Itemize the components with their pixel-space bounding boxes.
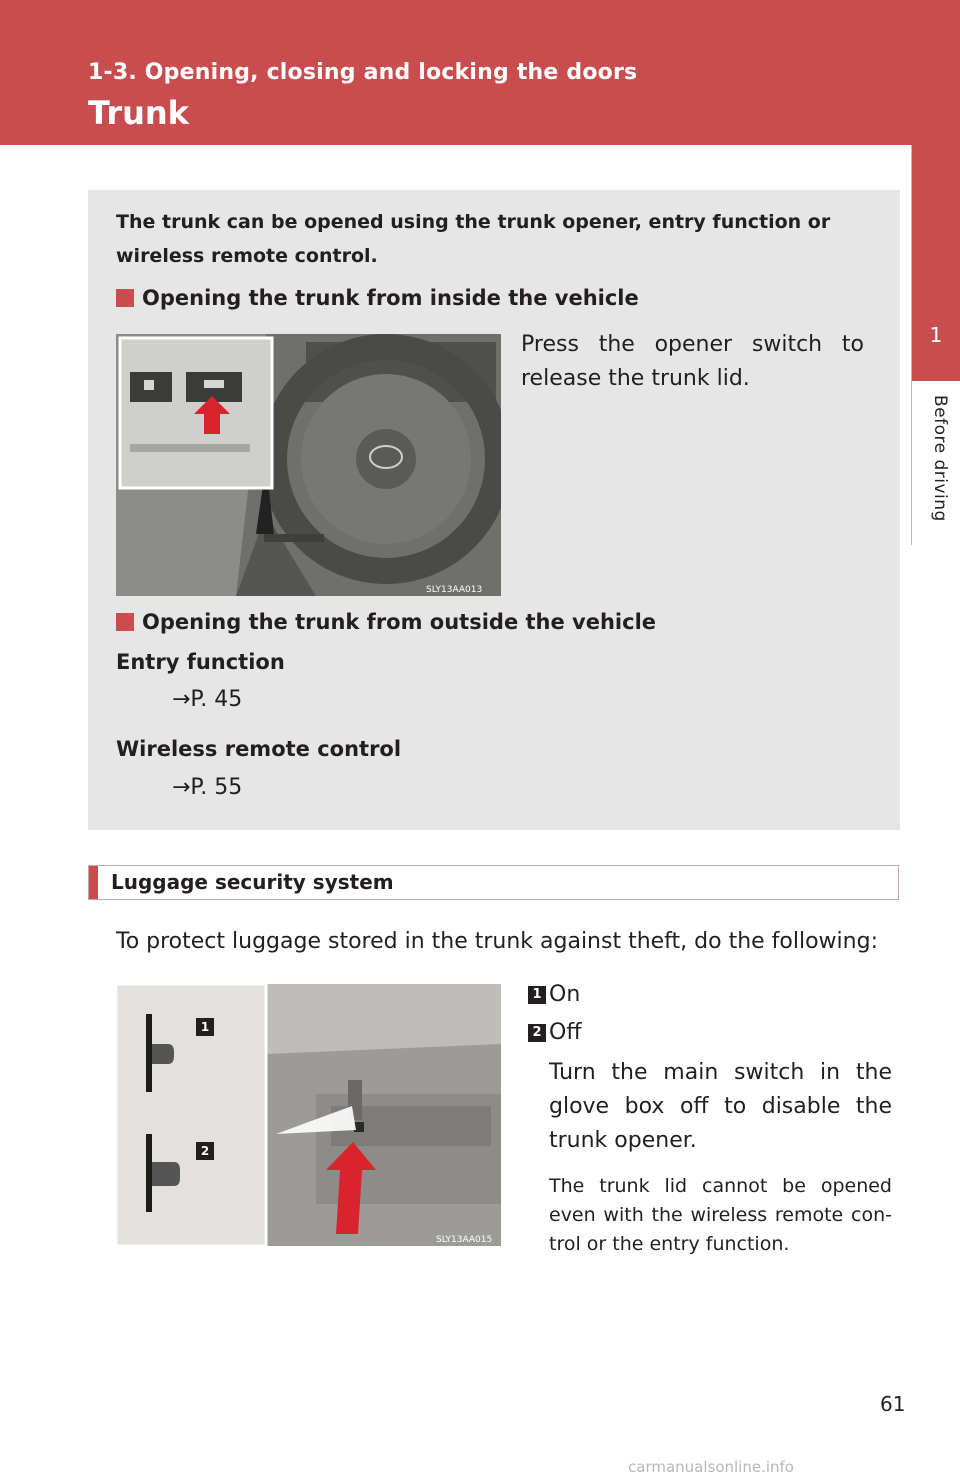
luggage-security-heading xyxy=(88,865,899,900)
outside-heading xyxy=(116,610,656,634)
intro-text: The trunk can be opened using the trunk opener, entry function or wireless remote control. xyxy=(116,211,831,267)
dashboard-photo xyxy=(116,334,501,596)
inside-instruction: Press the opener switch to release the trunk lid. xyxy=(521,332,864,391)
item-2-badge: 2 xyxy=(528,1024,546,1042)
image-code: SLY13AA015 xyxy=(436,1235,493,1245)
item-1-label: On xyxy=(549,982,581,1007)
entry-function-ref: →P. 45 xyxy=(172,687,243,712)
watermark: carmanualsonline.info xyxy=(628,1458,794,1476)
item-1-badge: 1 xyxy=(528,986,546,1004)
item-2-label: Off xyxy=(549,1020,582,1045)
chapter-tab xyxy=(912,145,960,381)
heading-accent xyxy=(89,866,98,899)
image-code: SLY13AA013 xyxy=(426,585,483,595)
inside-heading-label: Opening the trunk from inside the vehicle xyxy=(142,286,639,310)
callout-2: 2 xyxy=(200,1144,210,1158)
luggage-intro: To protect luggage stored in the trunk against theft, do the following: xyxy=(116,929,878,954)
page-title: Trunk xyxy=(88,94,189,132)
square-bullet-icon xyxy=(116,613,134,631)
wireless-remote-ref: →P. 55 xyxy=(172,775,243,800)
glove-box-photo xyxy=(116,984,501,1246)
page-number: 61 xyxy=(880,1392,906,1416)
chapter-number: 1 xyxy=(929,323,943,347)
off-instruction: Turn the main switch in the glove box off to disable the trunk opener. xyxy=(549,1060,892,1153)
square-bullet-icon xyxy=(116,289,134,307)
entry-function-label: Entry function xyxy=(116,650,285,674)
section-title: 1-3. Opening, closing and locking the doors xyxy=(88,60,638,85)
wireless-remote-label: Wireless remote control xyxy=(116,737,402,761)
chapter-label: Before driving xyxy=(930,395,950,522)
callout-1: 1 xyxy=(200,1020,210,1034)
luggage-security-label: Luggage security system xyxy=(111,870,394,894)
page-header xyxy=(0,0,960,145)
outside-heading-label: Opening the trunk from outside the vehicle xyxy=(142,610,657,634)
inside-heading xyxy=(116,286,639,310)
off-note: The trunk lid cannot be opened even with the wireless remote con-trol or the entry function. xyxy=(549,1175,892,1255)
